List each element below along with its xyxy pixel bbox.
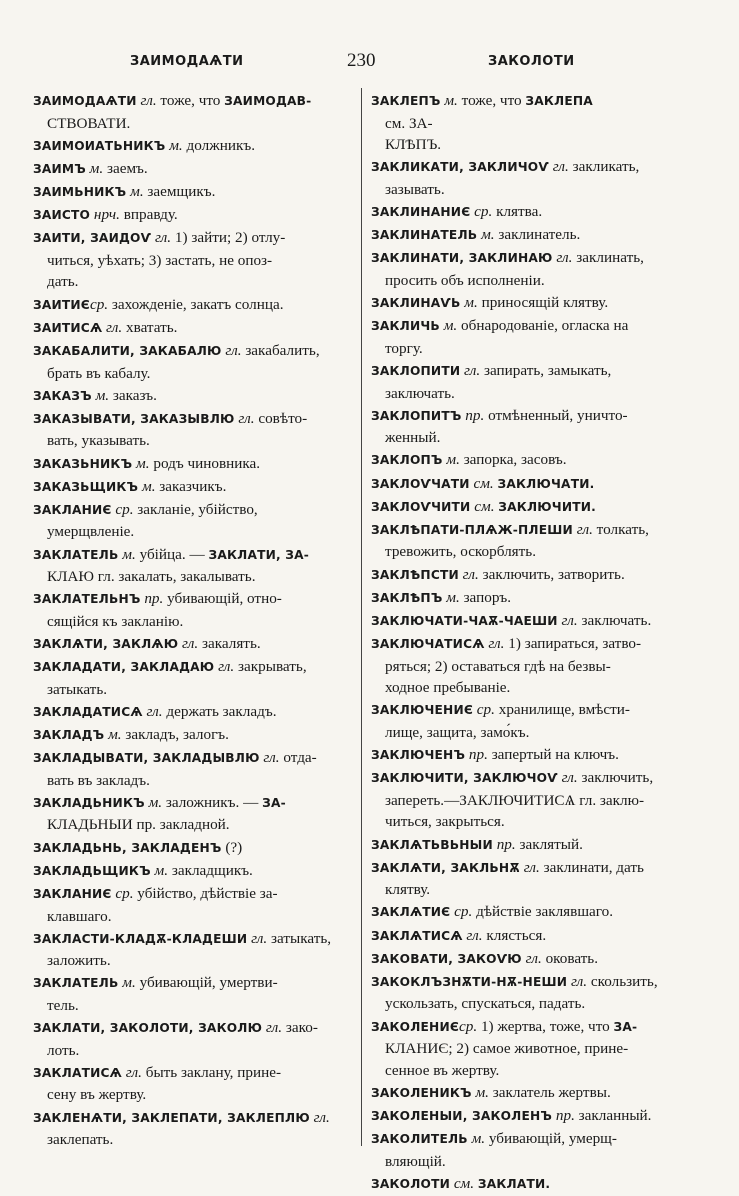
entry-headword: ЗАКЛАНИЄ <box>33 502 112 517</box>
dictionary-entry <box>33 724 363 747</box>
entry-definition: вправду. <box>119 206 178 224</box>
entry-headword: ЗАКЛИНАТИ, ЗАКЛИНАЮ <box>371 251 553 266</box>
entry-definition: 1) запираться, затво- <box>504 635 642 652</box>
dictionary-entry <box>33 1017 363 1061</box>
entry-definition: клясться. <box>482 926 547 944</box>
grammar-label: гл. <box>247 929 268 947</box>
entry-headword: ЗАИТИЄ <box>33 297 90 312</box>
entry-headword: ЗАКОЛОТИ <box>371 1176 451 1191</box>
entry-continuation: женный. <box>385 429 441 447</box>
entry-definition: заказъ. <box>109 386 157 404</box>
entry-definition: закликать, <box>568 158 640 176</box>
grammar-label: м. <box>150 861 169 879</box>
entry-continuation: КЛАЮ гл. закалать, закалывать. <box>47 568 256 586</box>
dictionary-entry <box>33 972 363 1016</box>
grammar-label: см. <box>450 1174 475 1192</box>
dictionary-entry <box>33 135 363 158</box>
grammar-label: ср. <box>450 903 473 921</box>
entry-headword: ЗАКАБАЛИТИ, ЗАКАБАЛЮ <box>33 343 222 358</box>
entry-definition: закланный. <box>574 1107 652 1125</box>
grammar-label: м. <box>442 588 460 606</box>
dictionary-entry <box>33 158 363 181</box>
grammar-label: м. <box>477 226 495 244</box>
entry-headword: ЗАКЛЮЧЕНЪ <box>371 748 466 763</box>
entry-definition: заклинать, <box>572 249 644 267</box>
entry-definition: затыкать, <box>267 929 332 947</box>
entry-definition: отмѣненный, уничто- <box>484 406 628 424</box>
entry-definition: заемщикъ. <box>143 183 216 201</box>
dictionary-entry <box>33 792 363 836</box>
entry-continuation: клавшаго. <box>47 907 112 925</box>
entry-headword: ЗАИМОДАѦТИ <box>33 94 137 108</box>
entry-headword: ЗАКЛОѴЧАТИ <box>371 476 470 491</box>
entry-headword: ЗАИТИСѦ <box>33 320 103 335</box>
grammar-label: м. <box>439 317 458 335</box>
page-header <box>0 50 739 74</box>
entry-headword: ЗАКЛИНАНИЄ <box>371 205 471 220</box>
dictionary-entry <box>371 610 701 633</box>
grammar-label: гл. <box>484 635 505 652</box>
entry-definition: запирать, замыкать, <box>480 361 612 379</box>
entry-continuation: вать, указывать. <box>47 432 150 450</box>
grammar-label: м. <box>118 545 136 563</box>
dictionary-entry <box>371 201 701 224</box>
grammar-label: ср. <box>89 295 109 313</box>
entry-headword: ЗАКЛАТЕЛЬ <box>33 976 119 991</box>
grammar-label: см. <box>470 497 495 515</box>
entry-headword: ЗАКАЗЪ <box>33 388 92 403</box>
entry-definition: убивающій, умерщ- <box>485 1130 617 1148</box>
entry-continuation: ряться; 2) оставаться гдѣ на безвы- <box>385 657 611 675</box>
entry-headword: ЗАКЛОПИТИ <box>371 363 461 378</box>
entry-headword: ЗАИМОИАТЬНИКЪ <box>33 138 166 153</box>
entry-definition: заключить, затворить. <box>478 565 625 583</box>
entry-headword: ЗАКАЗЬЩИКЪ <box>33 479 139 494</box>
column-divider <box>361 88 362 1146</box>
entry-definition: 1) зайти; 2) отлу- <box>171 229 286 247</box>
entry-headword: ЗАКЛИНАТЕЛЬ <box>371 228 478 243</box>
entry-definition: заключать. <box>577 611 652 629</box>
dictionary-entry <box>33 1062 363 1106</box>
dictionary-entry <box>33 90 363 134</box>
dictionary-entry <box>371 901 701 924</box>
grammar-label: гл. <box>214 658 235 676</box>
entry-continuation: КЛѢПЪ. <box>385 136 442 154</box>
grammar-label: гл. <box>557 611 578 629</box>
entry-continuation: просить объ исполненіи. <box>385 271 545 289</box>
dictionary-entry <box>371 1082 701 1105</box>
grammar-label: гл. <box>309 1108 330 1126</box>
grammar-label: ср. <box>473 701 495 719</box>
entry-continuation: дать. <box>47 273 79 291</box>
entry-continuation: тревожить, оскорблять. <box>385 543 536 561</box>
entry-headword: ЗАИМЪ <box>33 161 86 176</box>
entry-continuation: вать въ закладъ. <box>47 771 150 789</box>
dictionary-entry <box>33 476 363 499</box>
dictionary-entry <box>371 315 701 359</box>
dictionary-entry <box>33 656 363 700</box>
entry-continuation: ходное пребываніе. <box>385 679 511 697</box>
entry-headword: ЗАКЛОПЪ <box>371 453 443 468</box>
grammar-label: гл. <box>552 249 573 267</box>
entry-headword: ЗАКЛОѴЧИТИ <box>371 499 471 514</box>
dictionary-entry <box>33 588 363 632</box>
entry-headword: ЗАКЛАДЬНИКЪ <box>33 795 145 810</box>
grammar-label: пр. <box>465 746 488 764</box>
grammar-label: м. <box>165 136 183 154</box>
entry-headword: ЗАКЛѦТИЄ <box>371 905 451 920</box>
entry-continuation: СТВОВАТИ. <box>47 114 131 132</box>
grammar-label: ср. <box>459 1017 478 1035</box>
entry-continuation: брать въ кабалу. <box>47 364 151 382</box>
entry-crossref: ЗАКЛЮЧИТИ. <box>498 499 596 514</box>
entry-definition: закабалить, <box>241 341 320 359</box>
grammar-label: гл. <box>521 949 542 967</box>
entry-continuation: читься, закрыться. <box>385 813 505 831</box>
grammar-label: гл. <box>259 749 280 767</box>
entry-continuation: сенное въ жертву. <box>385 1061 500 1079</box>
dictionary-entry <box>371 360 701 404</box>
entry-definition: клятва. <box>492 203 543 221</box>
grammar-label: пр. <box>492 835 516 853</box>
dictionary-entry <box>371 473 701 496</box>
entry-continuation: ускользать, спускаться, падать. <box>385 995 586 1013</box>
entry-headword: ЗАКЛАДАТИСѦ <box>33 704 143 719</box>
dictionary-entry <box>371 744 701 767</box>
entry-definition: заказчикъ. <box>155 477 227 495</box>
dictionary-entry <box>371 1173 701 1196</box>
entry-definition: заклятый. <box>515 835 583 853</box>
grammar-label: гл. <box>142 702 163 720</box>
dictionary-entry <box>371 247 701 291</box>
entry-headword: ЗАКЛАСТИ-КЛАДѪ-КЛАДЕШИ <box>33 931 248 946</box>
page-number: 230 <box>347 50 376 71</box>
entry-definition: заклатель жертвы. <box>488 1083 611 1101</box>
entry-headword: ЗАКЛЕПЪ <box>371 94 441 108</box>
entry-definition: заклинатель. <box>494 226 581 244</box>
right-running-headword: ЗАКОЛОТИ <box>488 54 575 69</box>
grammar-label: пр. <box>552 1107 575 1125</box>
grammar-label: гл. <box>262 1019 283 1037</box>
dictionary-entry <box>371 948 701 971</box>
grammar-label: см. <box>469 474 494 492</box>
grammar-label: пр. <box>461 406 485 424</box>
entry-headword: ЗАКЛАДЫВАТИ, ЗАКЛАДЫВЛЮ <box>33 751 260 766</box>
grammar-label: м. <box>126 183 144 201</box>
entry-headword: ЗАКЛѦТЬВЬНЫИ <box>371 837 493 852</box>
entry-continuation: см. ЗА- <box>385 114 433 132</box>
entry-continuation: КЛАДЬНЫИ пр. закладной. <box>47 816 230 834</box>
dictionary-entry <box>33 294 363 317</box>
grammar-label: м. <box>104 726 122 744</box>
entry-definition: закладщикъ. <box>168 861 253 879</box>
entry-headword: ЗАИСТО <box>33 208 91 223</box>
entry-headword: ЗАКОВАТИ, ЗАКОѴЮ <box>371 951 522 966</box>
entry-headword: ЗАКЛѦТИСѦ <box>371 928 463 943</box>
entry-continuation: лоть. <box>47 1041 80 1059</box>
entry-continuation: тель. <box>47 996 79 1014</box>
left-running-headword: ЗАИМОДАѦТИ <box>130 54 244 69</box>
entry-headword: ЗАКЛАДЬЩИКЪ <box>33 863 151 878</box>
entry-continuation: клятву. <box>385 881 431 899</box>
entry-headword: ЗАКЛИНАѴЬ <box>371 296 461 311</box>
dictionary-entry <box>33 883 363 927</box>
grammar-label: м. <box>460 294 478 312</box>
entry-headword: ЗАКЛАТЕЛЬ <box>33 547 119 562</box>
entry-headword: ЗАКЛОПИТЪ <box>371 408 462 423</box>
entry-continuation: вляющій. <box>385 1152 446 1170</box>
dictionary-entry <box>371 292 701 315</box>
entry-definition: заложникъ. — <box>162 793 263 811</box>
entry-headword: ЗАКОЛИТЕЛЬ <box>371 1132 468 1147</box>
grammar-label: м. <box>442 451 460 469</box>
entry-headword: ЗАКАЗЬНИКЪ <box>33 456 133 471</box>
entry-crossref: ЗАКЛЮЧАТИ. <box>497 476 595 491</box>
entry-headword: ЗАКЛѦТИ, ЗАКЛѦЮ <box>33 637 179 651</box>
dictionary-entry <box>33 928 363 972</box>
grammar-label: гл. <box>121 1063 142 1081</box>
entry-definition: запертый на ключъ. <box>487 746 619 764</box>
dictionary-entry <box>371 587 701 610</box>
entry-continuation: сену въ жертву. <box>47 1086 147 1104</box>
entry-headword: ЗАКЛАТЕЛЬНЪ <box>33 592 141 607</box>
entry-definition: заемъ. <box>103 159 148 177</box>
grammar-label: м. <box>132 454 150 472</box>
entry-definition: обнародованіе, огласка на <box>457 317 629 335</box>
dictionary-entry <box>33 181 363 204</box>
dictionary-entry <box>371 699 701 743</box>
grammar-label: ср. <box>111 884 134 902</box>
grammar-label: гл. <box>460 361 481 379</box>
entry-headword: ЗАКЛѢПСТИ <box>371 567 459 582</box>
entry-continuation: лище, защита, замо́къ. <box>385 723 530 741</box>
entry-definition: убійца. — <box>135 545 209 563</box>
entry-crossref: ЗАКЛАТИ. <box>477 1176 551 1191</box>
entry-headword: ЗАКЛАДЬНЬ, ЗАКЛАДЕНЪ <box>33 840 222 855</box>
entry-crossref: ЗА- <box>613 1019 638 1034</box>
entry-definition: совѣто- <box>254 409 308 427</box>
dictionary-entry <box>33 499 363 543</box>
entry-definition: закалять. <box>198 635 261 652</box>
entry-continuation: заложить. <box>47 952 111 970</box>
grammar-label: гл. <box>458 565 479 583</box>
dictionary-entry <box>33 860 363 883</box>
entry-definition: 1) жертва, тоже, что <box>477 1017 614 1035</box>
grammar-label: ср. <box>470 203 493 221</box>
entry-headword: ЗАКОЛЕНИКЪ <box>371 1085 472 1100</box>
entry-definition: толкать, <box>592 520 649 538</box>
dictionary-entry <box>33 408 363 452</box>
entry-headword: ЗАКЛЮЧАТИ-ЧАѪ-ЧАЕШИ <box>371 613 558 628</box>
dictionary-entry <box>33 747 363 791</box>
grammar-label: гл. <box>519 858 540 876</box>
dictionary-entry <box>371 224 701 247</box>
grammar-label: гл. <box>557 769 578 787</box>
entry-definition: зако- <box>282 1019 318 1037</box>
grammar-label: м. <box>467 1130 486 1148</box>
dictionary-entry <box>371 405 701 449</box>
dictionary-entry <box>33 837 363 860</box>
dictionary-entry <box>371 496 701 519</box>
grammar-label: гл. <box>102 318 123 336</box>
entry-definition: заключить, <box>577 769 654 787</box>
entry-headword: ЗАКЛѢПАТИ-ПЛѦЖ-ПЛЕШИ <box>371 522 573 537</box>
entry-definition: закладъ, залогъ. <box>121 726 229 744</box>
entry-headword: ЗАКОЛЕНИЄ <box>371 1019 460 1034</box>
grammar-label: пр. <box>140 590 164 608</box>
dictionary-entry <box>33 340 363 384</box>
entry-definition: хватать. <box>122 318 178 336</box>
entry-definition: закрывать, <box>234 658 307 676</box>
grammar-label: м. <box>85 159 104 177</box>
entry-headword: ЗАКЛАТИ, ЗАКОЛОТИ, ЗАКОЛЮ <box>33 1021 263 1036</box>
entry-continuation: заключать. <box>385 384 455 402</box>
entry-headword: ЗАКЛѦТИ, ЗАКЛЬНѪ <box>371 860 520 875</box>
dictionary-entry <box>33 385 363 408</box>
grammar-label: м. <box>471 1083 489 1101</box>
entry-crossref: ЗА- <box>262 795 286 810</box>
dictionary-entry <box>371 834 701 857</box>
dictionary-entry <box>371 925 701 948</box>
dictionary-entry <box>371 156 701 200</box>
dictionary-entry <box>371 449 701 472</box>
entry-definition: держать закладъ. <box>162 702 277 720</box>
entry-crossref: ЗАИМОДАВ- <box>224 94 312 108</box>
entry-continuation: КЛАНИЄ; 2) самое животное, прине- <box>385 1040 629 1058</box>
grammar-label: м. <box>91 386 110 404</box>
grammar-label: гл. <box>221 341 242 359</box>
grammar-label: гл. <box>234 409 255 427</box>
entry-definition: запоръ. <box>459 588 512 606</box>
entry-definition: (?) <box>221 838 243 856</box>
entry-definition: приносящій клятву. <box>477 294 609 312</box>
entry-headword: ЗАКЛИКАТИ, ЗАКЛИЧОѴ <box>371 160 549 175</box>
entry-headword: ЗАКЛАДЪ <box>33 728 105 743</box>
entry-definition: тоже, что <box>457 92 526 109</box>
entry-continuation: зазывать. <box>385 180 445 198</box>
entry-continuation: сящійся къ закланію. <box>47 612 184 630</box>
entry-definition: хранилище, вмѣсти- <box>494 701 630 719</box>
entry-continuation: торгу. <box>385 339 423 357</box>
dictionary-entry <box>371 1016 701 1082</box>
entry-continuation: умерщвленіе. <box>47 523 135 541</box>
dictionary-entry <box>371 564 701 587</box>
entry-headword: ЗАКЛЮЧЕНИЄ <box>371 703 473 718</box>
grammar-label: гл. <box>151 229 172 247</box>
dictionary-entry <box>371 971 701 1015</box>
grammar-label: м. <box>440 92 458 109</box>
entry-crossref: ЗАКЛАТИ, ЗА- <box>208 547 310 562</box>
entry-definition: оковать. <box>541 949 599 967</box>
entry-headword: ЗАКЛИЧЬ <box>371 319 440 334</box>
entry-headword: ЗАКОКЛЪЗНѪТИ-НѪ-НЕШИ <box>371 974 568 989</box>
entry-definition: тоже, что <box>156 92 225 109</box>
entry-definition: убійство, дѣйствіе за- <box>133 884 278 902</box>
grammar-label: гл. <box>572 520 593 538</box>
entry-definition: запорка, засовъ. <box>459 451 567 469</box>
entry-headword: ЗАКОЛЕНЫИ, ЗАКОЛЕНЪ <box>371 1109 553 1124</box>
dictionary-entry <box>33 227 363 293</box>
entry-definition: закланіе, убійство, <box>133 500 258 518</box>
grammar-label: ср. <box>111 500 134 518</box>
entry-headword: ЗАИТИ, ЗАИДОѴ <box>33 231 152 246</box>
entry-headword: ЗАКЛАНИЄ <box>33 886 112 901</box>
grammar-label: гл. <box>567 972 588 990</box>
dictionary-entry <box>371 633 701 699</box>
entry-continuation: затыкать. <box>47 680 108 698</box>
entry-definition: быть заклану, прине- <box>141 1063 282 1081</box>
right-column <box>371 90 701 1196</box>
dictionary-entry <box>371 857 701 901</box>
entry-definition: захожденіе, закатъ солнца. <box>108 295 284 313</box>
dictionary-entry <box>371 1128 701 1172</box>
dictionary-entry <box>371 767 701 833</box>
entry-definition: убивающій, умертви- <box>135 974 278 992</box>
entry-headword: ЗАКЛЮЧАТИСѦ <box>371 637 485 651</box>
dictionary-entry <box>371 1105 701 1128</box>
left-column <box>33 90 363 1151</box>
dictionary-entry <box>371 90 701 156</box>
entry-crossref: ЗАКЛЕПА <box>525 94 593 108</box>
entry-definition: дѣйствіе заклявшаго. <box>472 903 614 921</box>
entry-headword: ЗАКЛѢПЪ <box>371 590 443 605</box>
grammar-label: гл. <box>462 926 483 944</box>
entry-definition: заклинати, дать <box>539 858 644 876</box>
dictionary-entry <box>371 519 701 563</box>
grammar-label: гл. <box>548 158 569 176</box>
entry-headword: ЗАКЛЕНѦТИ, ЗАКЛЕПАТИ, ЗАКЛЕПЛЮ <box>33 1110 310 1125</box>
dictionary-entry <box>33 317 363 340</box>
grammar-label: гл. <box>136 92 157 109</box>
entry-headword: ЗАКЛЮЧИТИ, ЗАКЛЮЧОѴ <box>371 771 558 786</box>
entry-headword: ЗАИМЬНИКЪ <box>33 185 127 200</box>
entry-continuation: заклепать. <box>47 1131 114 1149</box>
grammar-label: м. <box>144 793 163 811</box>
entry-headword: ЗАКЛАТИСѦ <box>33 1065 122 1080</box>
entry-headword: ЗАКАЗЫВАТИ, ЗАКАЗЫВЛЮ <box>33 411 235 426</box>
grammar-label: нрч. <box>90 206 120 224</box>
entry-continuation: запереть.—ЗАКЛЮЧИТИСѦ гл. заклю- <box>385 791 645 809</box>
entry-continuation: читься, уѣхать; 3) застать, не опоз- <box>47 251 273 269</box>
entry-definition: отда- <box>279 749 317 767</box>
grammar-label: гл. <box>178 635 199 652</box>
entry-definition: родъ чиновника. <box>149 454 261 472</box>
entry-definition: должникъ. <box>182 136 256 154</box>
dictionary-entry <box>33 701 363 724</box>
entry-definition: убивающій, отно- <box>163 590 282 608</box>
grammar-label: м. <box>118 974 136 992</box>
entry-headword: ЗАКЛАДАТИ, ЗАКЛАДАЮ <box>33 660 215 675</box>
entry-definition: скользить, <box>587 972 658 990</box>
dictionary-entry <box>33 544 363 588</box>
dictionary-entry <box>33 453 363 476</box>
dictionary-entry <box>33 633 363 656</box>
dictionary-entry <box>33 204 363 227</box>
dictionary-entry <box>33 1107 363 1151</box>
grammar-label: м. <box>138 477 156 495</box>
